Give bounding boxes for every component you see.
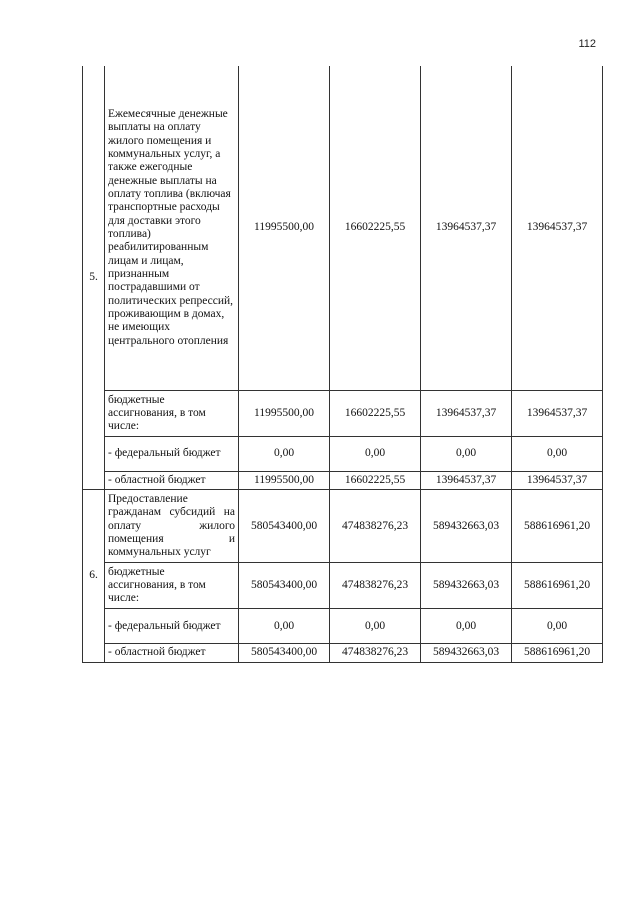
- budget-table-body: [83, 66, 603, 662]
- value-cell: 0,00: [512, 609, 603, 644]
- value-cell: 474838276,23: [330, 563, 421, 609]
- value-cell: 588616961,20: [512, 644, 603, 662]
- table-row: [83, 391, 603, 437]
- value-cell: 0,00: [239, 437, 330, 472]
- table-row: [83, 66, 603, 391]
- value-cell: 474838276,23: [330, 490, 421, 563]
- row-name: бюджетные ассигнования, в том числе:: [105, 391, 239, 437]
- value-cell: 580543400,00: [239, 563, 330, 609]
- value-cell: 474838276,23: [330, 644, 421, 662]
- table-row: [83, 563, 603, 609]
- page-number: 112: [578, 38, 596, 50]
- value-cell: 16602225,55: [330, 472, 421, 490]
- value-cell: 16602225,55: [330, 66, 421, 391]
- value-cell: 580543400,00: [239, 490, 330, 563]
- value-cell: 0,00: [512, 437, 603, 472]
- table-row: [83, 609, 603, 644]
- row-name: бюджетные ассигнования, в том числе:: [105, 563, 239, 609]
- value-cell: 588616961,20: [512, 490, 603, 563]
- value-cell: 11995500,00: [239, 66, 330, 391]
- value-cell: 0,00: [421, 437, 512, 472]
- table-row: [83, 437, 603, 472]
- value-cell: 11995500,00: [239, 391, 330, 437]
- value-cell: 580543400,00: [239, 644, 330, 662]
- value-cell: 588616961,20: [512, 563, 603, 609]
- value-cell: 589432663,03: [421, 644, 512, 662]
- budget-table: [82, 66, 603, 663]
- row-number: 6.: [83, 490, 105, 662]
- row-name: Предоставление гражданам субсидий на оплату жилого помещения и коммунальных услуг: [105, 490, 239, 563]
- value-cell: 13964537,37: [512, 472, 603, 490]
- row-name: - федеральный бюджет: [105, 437, 239, 472]
- value-cell: 0,00: [330, 437, 421, 472]
- value-cell: 0,00: [330, 609, 421, 644]
- value-cell: 13964537,37: [512, 66, 603, 391]
- table-row: [83, 644, 603, 662]
- value-cell: 589432663,03: [421, 563, 512, 609]
- table-row: [83, 490, 603, 563]
- value-cell: 0,00: [239, 609, 330, 644]
- row-number: 5.: [83, 66, 105, 490]
- value-cell: 13964537,37: [421, 66, 512, 391]
- row-name: - федеральный бюджет: [105, 609, 239, 644]
- row-name: Ежемесячные денежные выплаты на оплату жилого помещения и коммунальных услуг, а также ежегодные денежные выплаты на оплату топлива (включая транспортные расходы для доставки этого топлива) реабилитированным лицам и лицам, признанным пострадавшими от политических репрессий, проживающим в домах, не имеющих центрального отопления: [105, 66, 239, 391]
- value-cell: 0,00: [421, 609, 512, 644]
- row-name: - областной бюджет: [105, 644, 239, 662]
- value-cell: 589432663,03: [421, 490, 512, 563]
- value-cell: 13964537,37: [421, 472, 512, 490]
- value-cell: 16602225,55: [330, 391, 421, 437]
- value-cell: 11995500,00: [239, 472, 330, 490]
- value-cell: 13964537,37: [421, 391, 512, 437]
- value-cell: 13964537,37: [512, 391, 603, 437]
- row-name: - областной бюджет: [105, 472, 239, 490]
- table-row: [83, 472, 603, 490]
